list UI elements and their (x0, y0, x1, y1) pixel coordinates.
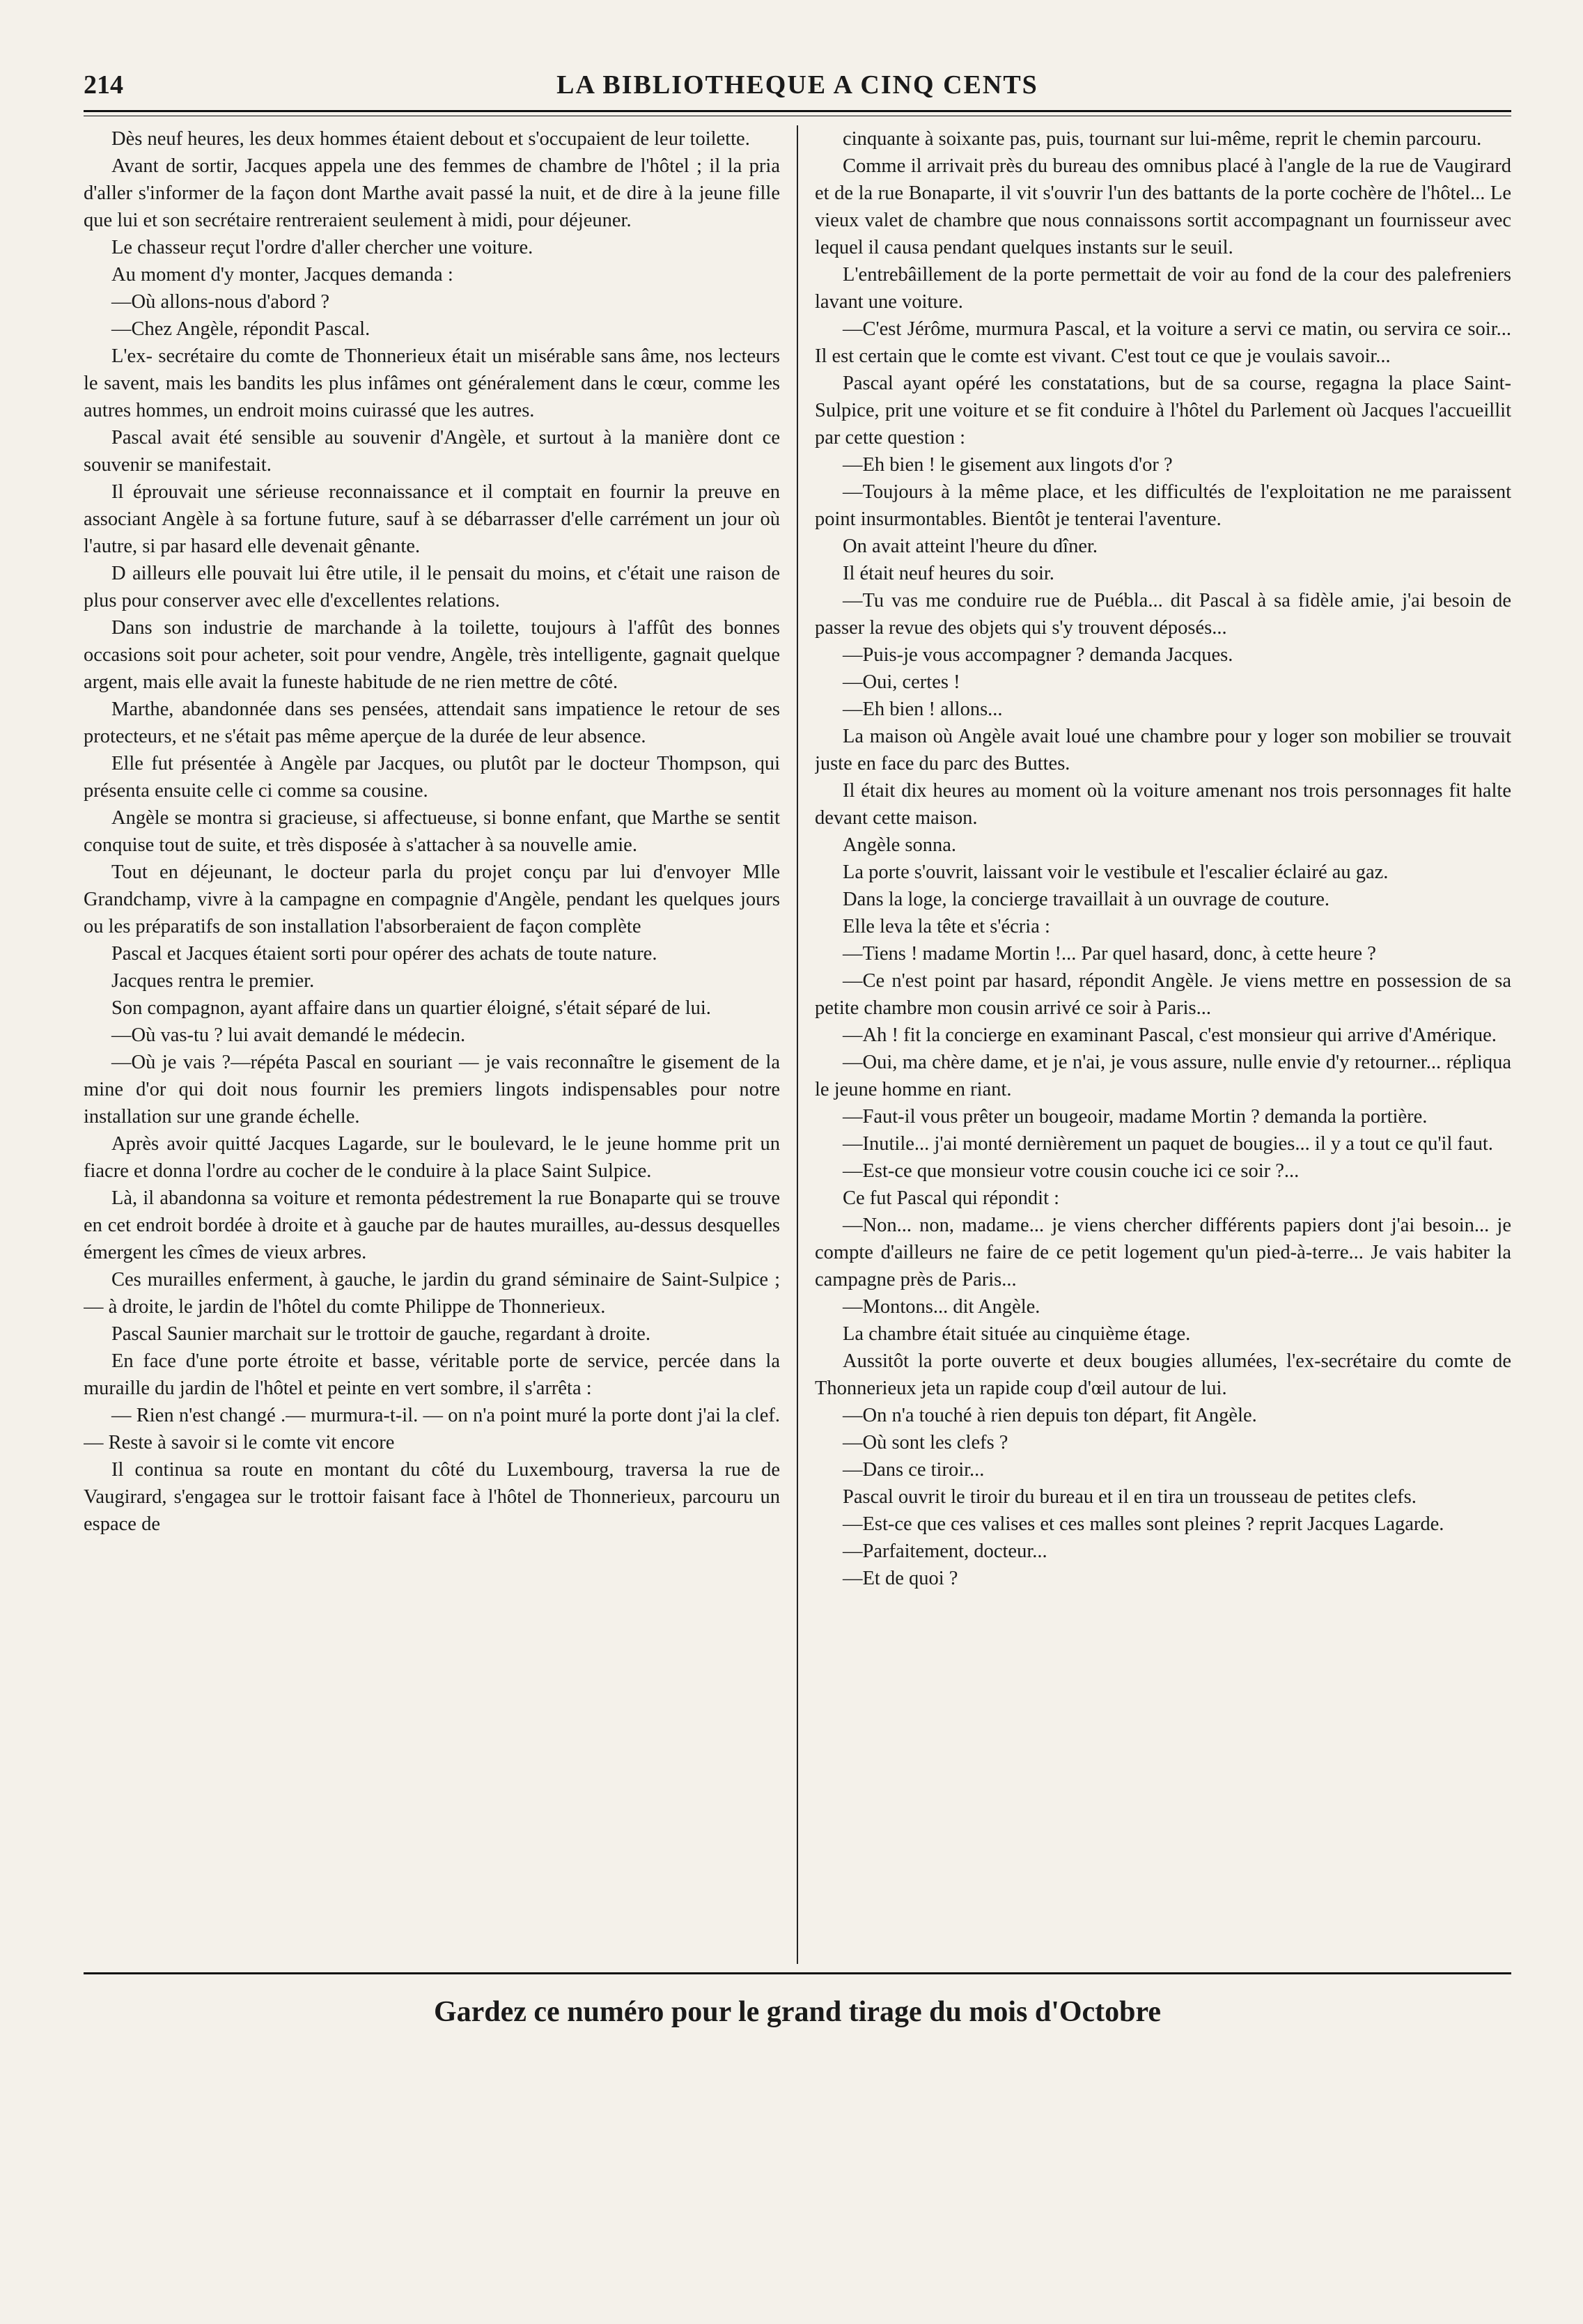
paragraph: L'entrebâillement de la porte permettait de voir au fond de la cour des palefreniers lavant une voiture. (815, 264, 1511, 313)
paragraph: Pascal ayant opéré les constatations, but de sa course, regagna la place Saint-Sulpice, prit une voiture et se fit conduire à l'hôtel du Parlement où Jacques l'accueillit par cette question : (815, 373, 1511, 449)
paragraph: Dans son industrie de marchande à la toilette, toujours à l'affût des bonnes occasions soit pour acheter, soit pour vendre, Angèle, très intelligente, gagnait quelque argent, mais elle avait la funeste habitude de ne rien mettre de côté. (84, 617, 780, 693)
paragraph: —Toujours à la même place, et les difficultés de l'exploitation ne me paraissent point insurmontables. Bientôt je tenterai l'aventure. (815, 481, 1511, 530)
paragraph: Tout en déjeunant, le docteur parla du projet conçu par lui d'envoyer Mlle Grandchamp, vivre à la campagne en compagnie d'Angèle, pendant les quelques jours ou les préparatifs de son installation l'absorberaient de façon complète (84, 861, 780, 937)
paragraph: — Rien n'est changé .— murmura-t-il. — on n'a point muré la porte dont j'ai la clef.— Reste à savoir si le comte vit encore (84, 1405, 780, 1453)
paragraph: —Eh bien ! le gisement aux lingots d'or ? (843, 454, 1173, 476)
paragraph: —On n'a touché à rien depuis ton départ, fit Angèle. (843, 1405, 1257, 1426)
paragraph: Pascal et Jacques étaient sorti pour opérer des achats de toute nature. (111, 943, 657, 965)
paragraph: Elle leva la tête et s'écria : (843, 916, 1050, 937)
paragraph: Aussitôt la porte ouverte et deux bougies allumées, l'ex-secrétaire du comte de Thonnerieux jeta un rapide coup d'œil autour de lui. (815, 1350, 1511, 1399)
paragraph: Jacques rentra le premier. (111, 970, 315, 992)
paragraph: —Où sont les clefs ? (843, 1432, 1008, 1453)
paragraph: Elle fut présentée à Angèle par Jacques, ou plutôt par le docteur Thompson, qui présenta ensuite celle ci comme sa cousine. (84, 753, 780, 802)
paragraph: —Tiens ! madame Mortin !... Par quel hasard, donc, à cette heure ? (843, 943, 1376, 965)
paragraph: Il était neuf heures du soir. (843, 563, 1054, 584)
paragraph: —Inutile... j'ai monté dernièrement un paquet de bougies... il y a tout ce qu'il faut. (843, 1133, 1493, 1155)
paragraph: —Et de quoi ? (843, 1568, 958, 1589)
paragraph: Dans la loge, la concierge travaillait à un ouvrage de couture. (843, 889, 1330, 910)
footer-notice: Gardez ce numéro pour le grand tirage du mois d'Octobre (433, 1996, 1162, 2028)
paragraph: —Eh bien ! allons... (843, 699, 1003, 720)
paragraph: —Non... non, madame... je viens chercher différents papiers dont j'ai besoin... je compte d'ailleurs ne faire de ce petit logement qu'un pied-à-terre... Je vais habiter la campagne près de Paris... (815, 1215, 1511, 1290)
running-title: LA BIBLIOTHEQUE A CINQ CENTS (556, 70, 1038, 100)
paragraph: —Chez Angèle, répondit Pascal. (111, 318, 371, 340)
paragraph: Il était dix heures au moment où la voiture amenant nos trois personnages fit halte devant cette maison. (815, 780, 1511, 829)
paragraph: Comme il arrivait près du bureau des omnibus placé à l'angle de la rue de Vaugirard et de la rue Bonaparte, il vit s'ouvrir l'un des battants de la porte cochère de l'hôtel... Le vieux valet de chambre que nous connaissons sortit accompagnant un fournisseur avec lequel il causa pendant quelques instants sur le seuil. (815, 155, 1511, 258)
paragraph: —Est-ce que ces valises et ces malles sont pleines ? reprit Jacques Lagarde. (843, 1513, 1444, 1535)
paragraph: —Où vas-tu ? lui avait demandé le médecin. (111, 1024, 466, 1046)
paragraph: —Dans ce tiroir... (843, 1459, 985, 1481)
paragraph: La porte s'ouvrit, laissant voir le vestibule et l'escalier éclairé au gaz. (843, 861, 1389, 883)
paragraph: —Est-ce que monsieur votre cousin couche ici ce soir ?... (843, 1160, 1300, 1182)
paragraph: Pascal avait été sensible au souvenir d'Angèle, et surtout à la manière dont ce souvenir se manifestait. (84, 427, 780, 476)
paragraph: La maison où Angèle avait loué une chambre pour y loger son mobilier se trouvait juste en face du parc des Buttes. (815, 726, 1511, 774)
paragraph: —C'est Jérôme, murmura Pascal, et la voiture a servi ce matin, ou servira ce soir... Il est certain que le comte est vivant. C'est tout ce que je voulais savoir... (815, 318, 1511, 367)
paragraph: —Ce n'est point par hasard, répondit Angèle. Je viens mettre en possession de sa petite chambre mon cousin arrivé ce soir à Paris... (815, 970, 1511, 1019)
paragraph: Après avoir quitté Jacques Lagarde, sur le boulevard, le le jeune homme prit un fiacre et donna l'ordre au cocher de le conduire à la place Saint Sulpice. (84, 1133, 780, 1182)
paragraph: Ces murailles enferment, à gauche, le jardin du grand séminaire de Saint-Sulpice ; — à droite, le jardin de l'hôtel du comte Philippe de Thonnerieux. (84, 1269, 780, 1318)
header-rule (84, 110, 1511, 112)
paragraph: Il continua sa route en montant du côté du Luxembourg, traversa la rue de Vaugirard, s'engagea sur le trottoir faisant face à l'hôtel de Thonnerieux, parcouru un espace de (84, 1459, 780, 1535)
footer-rule (84, 1972, 1511, 1974)
paragraph: Dès neuf heures, les deux hommes étaient debout et s'occupaient de leur toilette. (111, 128, 750, 150)
paragraph: Angèle sonna. (843, 834, 957, 856)
paragraph: Le chasseur reçut l'ordre d'aller chercher une voiture. (111, 237, 533, 258)
left-column (84, 125, 780, 1964)
paragraph: L'ex- secrétaire du comte de Thonnerieux était un misérable sans âme, nos lecteurs le savent, mais les bandits les plus infâmes ont généralement dans le cœur, comme les autres hommes, un endroit moins cuirassé que les autres. (84, 345, 780, 421)
paragraph: —Où je vais ?—répéta Pascal en souriant — je vais reconnaître le gisement de la mine d'or qui doit nous fournir les premiers lingots indispensables pour notre installation sur une grande échelle. (84, 1052, 780, 1128)
paragraph: Avant de sortir, Jacques appela une des femmes de chambre de l'hôtel ; il la pria d'aller s'informer de la façon dont Marthe avait passé la nuit, et de dire à la jeune fille que lui et son secrétaire rentreraient seulement à midi, pour déjeuner. (84, 155, 780, 231)
paragraph: cinquante à soixante pas, puis, tournant sur lui-même, reprit le chemin parcouru. (843, 128, 1482, 150)
paragraph: D ailleurs elle pouvait lui être utile, il le pensait du moins, et c'était une raison de plus pour conserver avec elle d'excellentes relations. (84, 563, 780, 611)
paragraph: Là, il abandonna sa voiture et remonta pédestrement la rue Bonaparte qui se trouve en cet endroit bordée à droite et à gauche par de hautes murailles, au-dessus desquelles émergent les cîmes de vieux arbres. (84, 1187, 780, 1263)
paragraph: Pascal Saunier marchait sur le trottoir de gauche, regardant à droite. (111, 1323, 650, 1345)
paragraph: —Puis-je vous accompagner ? demanda Jacques. (843, 644, 1233, 666)
paragraph: On avait atteint l'heure du dîner. (843, 536, 1098, 557)
paragraph: —Parfaitement, docteur... (843, 1541, 1047, 1562)
paragraph: Marthe, abandonnée dans ses pensées, attendait sans impatience le retour de ses protecteurs, et ne s'était pas même aperçue de la durée de leur absence. (84, 699, 780, 747)
paragraph: —Ah ! fit la concierge en examinant Pascal, c'est monsieur qui arrive d'Amérique. (843, 1024, 1497, 1046)
paragraph: Ce fut Pascal qui répondit : (843, 1187, 1060, 1209)
paragraph: —Oui, ma chère dame, et je n'ai, je vous assure, nulle envie d'y retourner... répliqua le jeune homme en riant. (815, 1052, 1511, 1100)
paragraph: —Faut-il vous prêter un bougeoir, madame Mortin ? demanda la portière. (843, 1106, 1428, 1128)
paragraph: Angèle se montra si gracieuse, si affectueuse, si bonne enfant, que Marthe se sentit conquise tout de suite, et très disposée à s'attacher à sa nouvelle amie. (84, 807, 780, 856)
paragraph: Il éprouvait une sérieuse reconnaissance et il comptait en fournir la preuve en associant Angèle à sa fortune future, sauf à se débarrasser d'elle carrément un jour où l'autre, si par hasard elle devenait gênante. (84, 481, 780, 557)
paragraph: Au moment d'y monter, Jacques demanda : (111, 264, 453, 286)
paragraph: —Où allons-nous d'abord ? (111, 291, 330, 313)
page-number: 214 (84, 70, 123, 100)
paragraph: Pascal ouvrit le tiroir du bureau et il en tira un trousseau de petites clefs. (843, 1486, 1417, 1508)
page (84, 56, 1511, 2270)
column-separator (797, 125, 798, 1964)
paragraph: La chambre était située au cinquième étage. (843, 1323, 1191, 1345)
paragraph: Son compagnon, ayant affaire dans un quartier éloigné, s'était séparé de lui. (111, 997, 711, 1019)
paragraph: —Montons... dit Angèle. (843, 1296, 1040, 1318)
right-column (815, 125, 1511, 1964)
paragraph: —Oui, certes ! (843, 671, 960, 693)
paragraph: En face d'une porte étroite et basse, véritable porte de service, percée dans la muraille du jardin de l'hôtel et peinte en vert sombre, il s'arrêta : (84, 1350, 780, 1399)
paragraph: —Tu vas me conduire rue de Puébla... dit Pascal à sa fidèle amie, j'ai besoin de passer la revue des objets qui s'y trouvent déposés... (815, 590, 1511, 639)
